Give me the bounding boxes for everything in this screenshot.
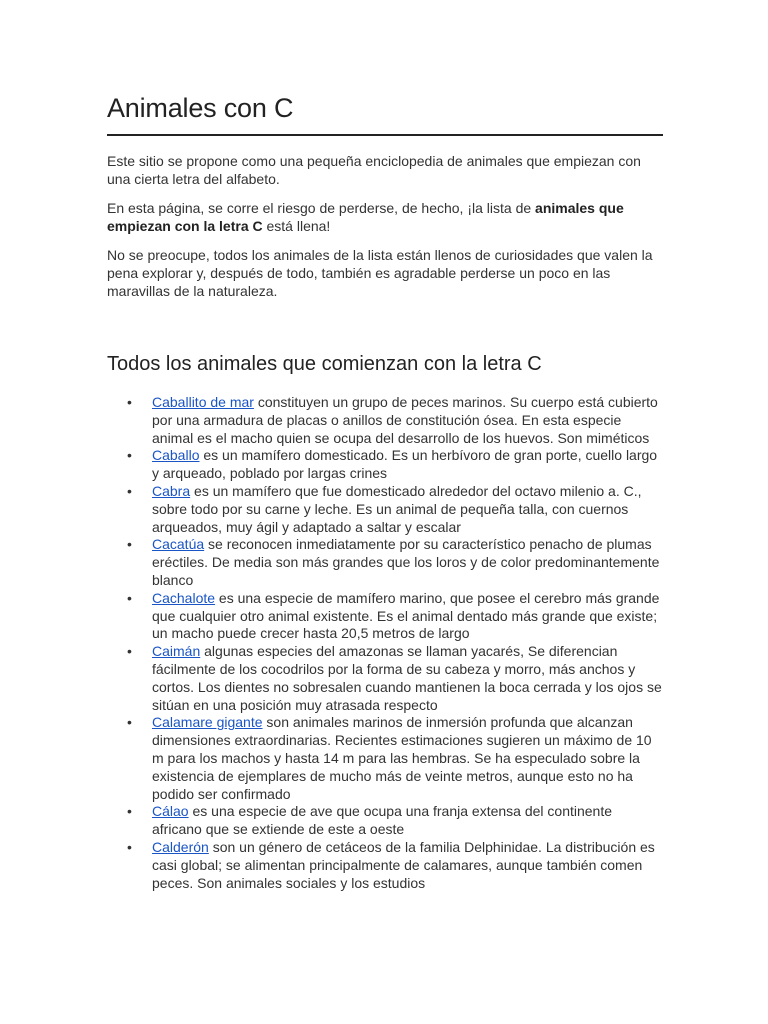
- intro-section: [107, 152, 663, 300]
- animal-list: [107, 394, 663, 892]
- intro-paragraph-2-text-start: En esta página, se corre el riesgo de perderse, de hecho, ¡la lista de: [107, 200, 536, 216]
- intro-paragraph-1: Este sitio se propone como una pequeña enciclopedia de animales que empiezan con una cierta letra del alfabeto.: [107, 153, 641, 187]
- animal-link-cacatua[interactable]: Cacatúa: [152, 536, 205, 553]
- animal-description: es un mamífero que fue domesticado alrededor del octavo milenio a. C., sobre todo por su carne y leche. Es un animal de pequeña talla, con cuernos arqueados, muy ágil y adaptado a saltar y escalar: [152, 482, 642, 535]
- animal-description: son un género de cetáceos de la familia Delphinidae. La distribución es casi global; se alimentan principalmente de calamares, aunque también comen peces. Son animales sociales y los estudios: [152, 838, 655, 891]
- animal-link-cabra[interactable]: Cabra: [152, 482, 191, 499]
- animal-description: son animales marinos de inmersión profunda que alcanzan dimensiones extraordinarias. Recientes estimaciones sugieren un máximo de 10 m para los machos y hasta 14 m para las hembras. Se ha especulado sobre la existencia de ejemplares de mucho más de veinte metros, aunque esto no ha podido ser confirmado: [152, 714, 652, 802]
- bullet-icon: •: [127, 803, 132, 820]
- intro-paragraph-3: No se preocupe, todos los animales de la lista están llenos de curiosidades que valen la pena explorar y, después de todo, también es agradable perderse un poco en las maravillas de la naturaleza.: [107, 247, 653, 299]
- animal-link-caballo[interactable]: Caballo: [152, 447, 200, 464]
- list-item-caballito-de-mar: [107, 394, 663, 447]
- bullet-icon: •: [127, 536, 132, 553]
- list-item-calderon: [107, 839, 663, 892]
- bullet-icon: •: [127, 714, 132, 731]
- animal-link-caiman[interactable]: Caimán: [152, 643, 201, 660]
- list-item-calamare-gigante: [107, 714, 663, 803]
- bullet-icon: •: [127, 643, 132, 660]
- page-title: Animales con C: [107, 93, 294, 123]
- intro-paragraph-2-bold: animales que empiezan con la letra C: [107, 200, 624, 234]
- list-item-cacatua: [107, 536, 663, 589]
- animal-link-calamare-gigante[interactable]: Calamare gigante: [152, 714, 263, 731]
- list-item-caiman: [107, 643, 663, 714]
- animal-description: se reconocen inmediatamente por su característico penacho de plumas eréctiles. De media son más grandes que los loros y de color predominantemente blanco: [152, 536, 660, 588]
- intro-paragraph-2: [107, 199, 663, 235]
- section-heading: Todos los animales que comienzan con la letra C: [107, 353, 542, 375]
- animal-description: es una especie de mamífero marino, que posee el cerebro más grande que cualquier otro animal existente. Es el animal dentado más grande que existe; un macho puede crecer hasta 20,5 metros de largo: [152, 589, 660, 642]
- list-item-calao: [107, 803, 663, 839]
- document-page: [107, 88, 663, 892]
- list-item-cachalote: [107, 590, 663, 643]
- bullet-icon: •: [127, 394, 132, 410]
- list-item-caballo: [107, 447, 663, 483]
- bullet-icon: •: [127, 838, 132, 855]
- intro-paragraph-2-text-end: está llena!: [262, 218, 331, 234]
- animal-link-cachalote[interactable]: Cachalote: [152, 589, 216, 606]
- title-divider: [107, 134, 663, 136]
- bullet-icon: •: [127, 447, 132, 464]
- list-item-cabra: [107, 483, 663, 536]
- animal-description: algunas especies del amazonas se llaman yacarés, Se diferencian fácilmente de los cocodrilos por la forma de su cabeza y morro, más anchos y cortos. Los dientes no sobresalen cuando mantienen la boca cerrada y los ojos se sitúan en una posición muy atrasada respecto: [152, 643, 662, 713]
- animal-link-caballito-de-mar[interactable]: Caballito de mar: [152, 394, 254, 410]
- animal-link-calao[interactable]: Cálao: [152, 803, 189, 820]
- animal-link-calderon[interactable]: Calderón: [152, 838, 209, 855]
- bullet-icon: •: [127, 589, 132, 606]
- animal-description: es un mamífero domesticado. Es un herbívoro de gran porte, cuello largo y arqueado, poblado por largas crines: [152, 447, 658, 482]
- animal-description: constituyen un grupo de peces marinos. Su cuerpo está cubierto por una armadura de placas o anillos de constitución ósea. En esta especie animal es el macho quien se ocupa del desarrollo de los huevos. Son miméticos: [152, 394, 658, 446]
- bullet-icon: •: [127, 482, 132, 499]
- animal-description: es una especie de ave que ocupa una franja extensa del continente africano que se extiende de este a oeste: [152, 803, 613, 838]
